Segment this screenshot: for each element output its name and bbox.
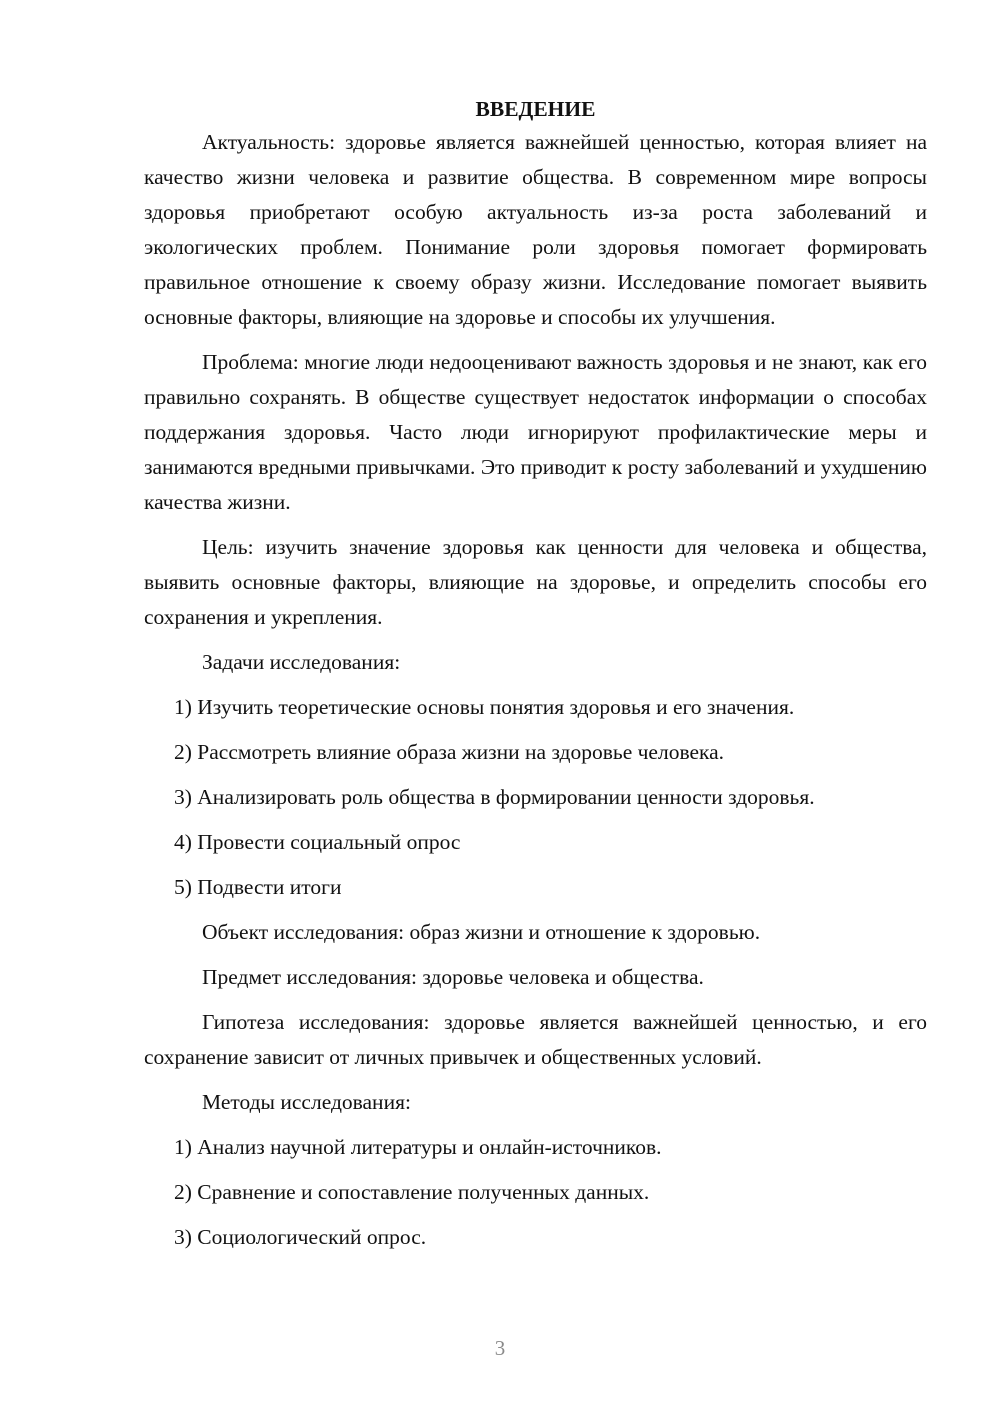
method-item: 1) Анализ научной литературы и онлайн-источников. — [174, 1135, 662, 1159]
methods-heading: Методы исследования: — [202, 1090, 411, 1114]
research-subject: Предмет исследования: здоровье человека и общества. — [202, 965, 704, 989]
method-item: 2) Сравнение и сопоставление полученных данных. — [174, 1180, 650, 1204]
method-item: 3) Социологический опрос. — [174, 1225, 427, 1249]
task-item: 3) Анализировать роль общества в формировании ценности здоровья. — [174, 785, 815, 809]
tasks-list — [144, 690, 927, 905]
section-title: ВВЕДЕНИЕ — [475, 97, 596, 121]
research-object: Объект исследования: образ жизни и отношение к здоровью. — [202, 920, 761, 944]
task-item: 1) Изучить теоретические основы понятия здоровья и его значения. — [174, 695, 795, 719]
problem-paragraph: Проблема: многие люди недооценивают важность здоровья и не знают, как его правильно сохранять. В обществе существует недостаток информации о способах поддержания здоровья. Часто люди игнорируют профилактические меры и занимаются вредными привычками. Это приводит к росту заболеваний и ухудшению качества жизни. — [144, 350, 927, 514]
page-content — [144, 92, 927, 1265]
methods-list — [144, 1130, 927, 1255]
task-item: 4) Провести социальный опрос — [174, 830, 461, 854]
relevance-paragraph: Актуальность: здоровье является важнейшей ценностью, которая влияет на качество жизни человека и развитие общества. В современном мире вопросы здоровья приобретают особую актуальность из-за роста заболеваний и экологических проблем. Понимание роли здоровья помогает формировать правильное отношение к своему образу жизни. Исследование помогает выявить основные факторы, влияющие на здоровье и способы их улучшения. — [144, 130, 927, 329]
research-hypothesis: Гипотеза исследования: здоровье является важнейшей ценностью, и его сохранение зависит от личных привычек и общественных условий. — [144, 1010, 927, 1069]
tasks-heading: Задачи исследования: — [202, 650, 401, 674]
task-item: 2) Рассмотреть влияние образа жизни на здоровье человека. — [174, 740, 725, 764]
task-item: 5) Подвести итоги — [174, 875, 342, 899]
page-number: 3 — [494, 1336, 506, 1360]
goal-paragraph: Цель: изучить значение здоровья как ценности для человека и общества, выявить основные факторы, влияющие на здоровье, и определить способы его сохранения и укрепления. — [144, 535, 927, 629]
